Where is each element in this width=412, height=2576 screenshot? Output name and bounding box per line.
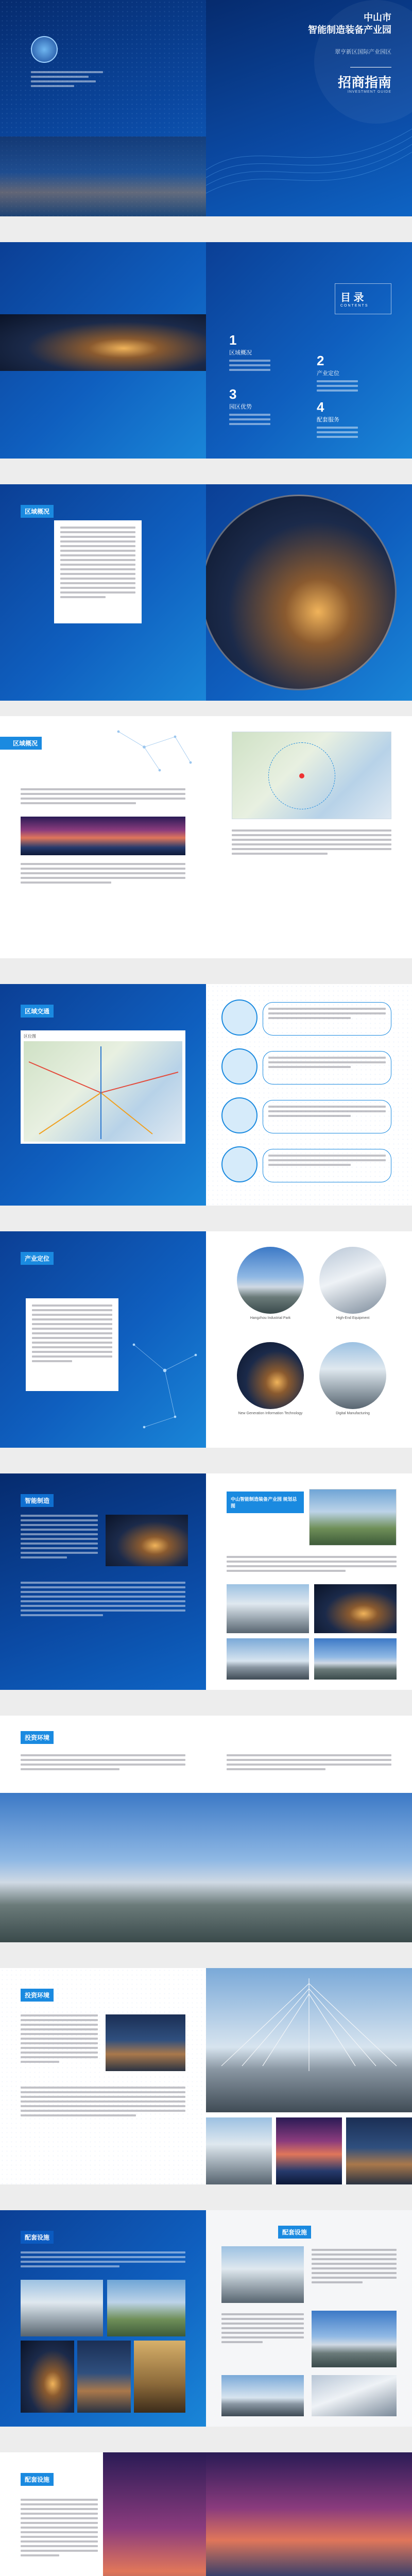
night-right-page (206, 2452, 412, 2576)
spread-smart-manufacturing (0, 1473, 412, 1690)
facilities-photo-5 (134, 2341, 185, 2413)
spread-cover (0, 0, 412, 216)
facilities-photo-8 (221, 2375, 304, 2416)
region-location-map (232, 732, 391, 819)
region-text-2 (21, 863, 185, 886)
facilities-photo-6 (221, 2246, 304, 2303)
region-map-right-page (206, 716, 412, 958)
industry-left-page (0, 1231, 206, 1448)
industry-photo-1 (237, 1247, 304, 1314)
spread-region (0, 484, 412, 701)
section-tag-smart: 智能制造 (21, 1494, 54, 1507)
cover-city-photo (0, 137, 206, 216)
panoramic-river-photo (0, 1793, 412, 1942)
transport-right-page (206, 984, 412, 1206)
spread-investment (0, 1716, 412, 1942)
toc-title-box (335, 283, 391, 314)
night-left-page (0, 2452, 206, 2576)
park-logo-icon (31, 36, 58, 63)
section-tag-transport: 区域交通 (21, 1005, 54, 1018)
network-graphic (113, 721, 196, 778)
bridge-thumb-1 (206, 2117, 272, 2184)
facilities-photo-9 (312, 2375, 397, 2416)
section-tag-facilities: 配套设施 (21, 2231, 54, 2244)
region-text-card (54, 520, 142, 623)
master-plan-heading: 中山智能制造装备产业园 规划总图 (227, 1492, 304, 1513)
region-aerial-night-photo (206, 495, 397, 690)
facilities-right-page (206, 2210, 412, 2427)
transport-map (24, 1041, 182, 1142)
smart-text-1 (21, 1515, 98, 1561)
spread-night-city (0, 2452, 412, 2576)
region-map-left-page (0, 716, 206, 958)
industry-photo-4 (319, 1342, 386, 1409)
map-title: 区位图 (24, 1034, 36, 1039)
section-tag-region-2: 区域概况 (0, 737, 42, 750)
cover-title-line2: 智能制造装备产业园 (308, 25, 391, 35)
night-photo-right (206, 2452, 412, 2576)
invest-text (21, 1754, 185, 1773)
port-icon (221, 1146, 258, 1182)
industry-caption-2: High-End Equipment (336, 1316, 370, 1320)
spread-contents (0, 242, 412, 459)
master-plan-rendering (309, 1489, 397, 1546)
facilities-left-page (0, 2210, 206, 2427)
front-cover-page (206, 0, 412, 216)
night-text (21, 2499, 98, 2559)
airport-info (263, 1002, 391, 1036)
transport-icon-list (221, 999, 397, 1195)
facilities-subtag: 配套设施 (278, 2226, 311, 2239)
plan-photo-4 (314, 1638, 397, 1680)
spread-region-map (0, 716, 412, 958)
toc-item-4[interactable]: 4 配套服务 (317, 399, 358, 440)
region-text (21, 788, 185, 807)
cover-subtitle: 翠亨新区国际产业园区 (335, 49, 391, 55)
toc-item-2[interactable]: 2 产业定位 (317, 353, 358, 394)
bridge-thumb-2 (276, 2117, 342, 2184)
toc-list (229, 332, 389, 435)
highway-info (263, 1051, 391, 1084)
bridge-text-1 (21, 2014, 98, 2065)
night-photo-left (103, 2452, 206, 2576)
rail-icon (221, 1097, 258, 1133)
spread-facilities (0, 2210, 412, 2427)
industry-caption-3: New Generation Information Technology (238, 1412, 303, 1415)
section-tag-facilities-2: 配套设施 (21, 2473, 54, 2486)
toc-item-3[interactable]: 3 园区优势 (229, 386, 270, 428)
spread-transport (0, 984, 412, 1206)
bridge-thumb-3 (346, 2117, 412, 2184)
section-tag-invest-2: 投资环境 (21, 1989, 54, 2002)
network-graphic-2 (124, 1334, 206, 1437)
cover-slogan: 招商指南 (337, 75, 391, 90)
smart-text-2 (21, 1582, 185, 1619)
toc-title-en: CONTENTS (340, 304, 369, 308)
facilities-photo-7 (312, 2311, 397, 2367)
rail-info (263, 1100, 391, 1133)
facilities-photo-1 (21, 2280, 103, 2336)
region-skyline-photo (21, 817, 185, 855)
region-left-page (0, 484, 206, 701)
industry-caption-4: Digital Manufacturing (336, 1412, 370, 1415)
plan-photo-2 (314, 1584, 397, 1633)
bridge-left-page (0, 1968, 206, 2184)
industry-right-page (206, 1231, 412, 1448)
spread-industry (0, 1231, 412, 1448)
cover-title-line1: 中山市 (364, 12, 391, 23)
section-tag-region: 区域概况 (21, 505, 54, 518)
address-text-block (31, 71, 103, 90)
plan-photo-1 (227, 1584, 309, 1633)
section-tag-invest: 投资环境 (21, 1731, 54, 1744)
industry-photo-3 (237, 1342, 304, 1409)
industry-text-card (26, 1298, 118, 1391)
toc-item-1[interactable]: 1 区域概况 (229, 332, 270, 374)
contents-right-page (206, 242, 412, 459)
industry-photo-2 (319, 1247, 386, 1314)
region-right-page (206, 484, 412, 701)
airport-icon (221, 999, 258, 1036)
plan-photo-3 (227, 1638, 309, 1680)
industry-caption-1: Hangzhou Industrial Park (250, 1316, 291, 1320)
transport-left-page (0, 984, 206, 1206)
map-text (232, 829, 391, 857)
section-tag-industry: 产业定位 (21, 1252, 54, 1265)
location-pin-icon (299, 773, 304, 778)
back-cover-page (0, 0, 206, 216)
smart-left-page (0, 1473, 206, 1690)
invest-text-2 (227, 1754, 391, 1773)
bridge-side-photo (106, 2014, 185, 2071)
facilities-text-2 (312, 2249, 397, 2286)
facilities-text-3 (221, 2313, 304, 2346)
facilities-photo-3 (21, 2341, 74, 2413)
toc-title: 目 录 (340, 292, 364, 303)
facilities-photo-2 (107, 2280, 185, 2336)
port-info (263, 1149, 391, 1182)
master-plan-text (227, 1556, 397, 1574)
facilities-text (21, 2251, 185, 2270)
bridge-text-2 (21, 2087, 185, 2119)
bridge-right-page (206, 1968, 412, 2184)
highway-icon (221, 1048, 258, 1084)
facilities-photo-4 (77, 2341, 131, 2413)
cable-bridge-photo (206, 1968, 412, 2112)
smart-right-page (206, 1473, 412, 1690)
spread-bridge (0, 1968, 412, 2184)
night-city-photo (0, 314, 206, 371)
contents-left-page (0, 242, 206, 459)
cover-slogan-en: INVESTMENT GUIDE (347, 90, 391, 94)
smart-photo (106, 1515, 188, 1566)
transport-map-card (21, 1030, 185, 1144)
